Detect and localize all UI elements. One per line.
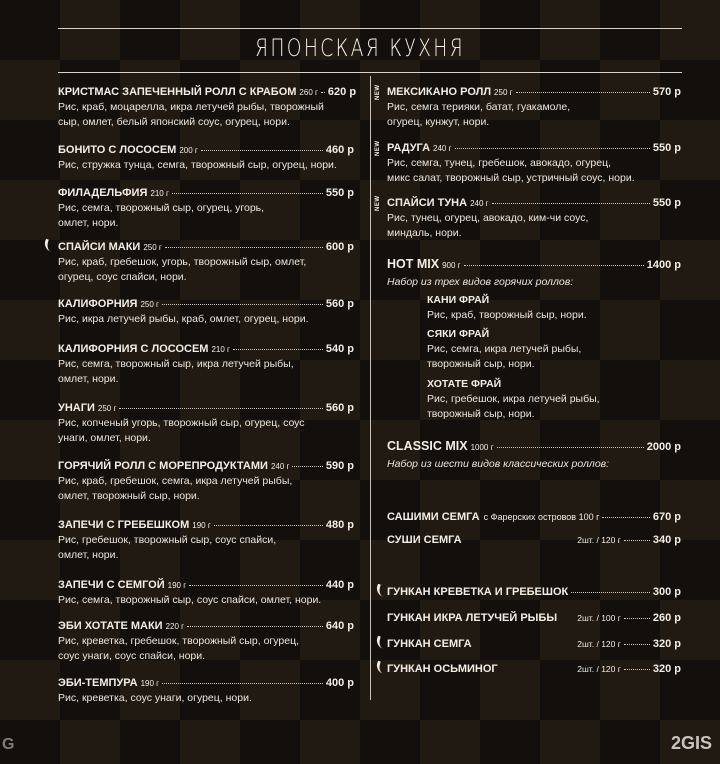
subitem-description: Рис, краб, творожный сыр, нори. bbox=[427, 309, 587, 321]
item-weight: 210 г bbox=[211, 345, 230, 354]
menu-item bbox=[387, 638, 681, 650]
item-weight: 250 г bbox=[494, 88, 513, 97]
subitem-name: КАНИ ФРАЙ bbox=[427, 294, 490, 306]
menu-item bbox=[58, 343, 354, 387]
item-name: ФИЛАДЕЛЬФИЯ bbox=[58, 187, 148, 199]
item-name: КАЛИФОРНИЯ bbox=[58, 298, 138, 310]
item-price: 560 р bbox=[325, 402, 354, 414]
menu-item bbox=[58, 86, 357, 130]
menu-item bbox=[58, 620, 354, 664]
item-description: Рис, семга терияки, батат, гуакамоле, огурец, кунжут, нори. bbox=[387, 101, 571, 128]
menu-item bbox=[58, 144, 354, 173]
item-extra: с Фарерских островов 100 г bbox=[483, 512, 600, 522]
item-name: РАДУГА bbox=[387, 142, 431, 154]
item-description: Рис, гребешок, творожный сыр, соус спайси, омлет, нори. bbox=[58, 534, 277, 561]
item-name: КАЛИФОРНИЯ С ЛОСОСЕМ bbox=[58, 343, 209, 355]
item-name: МЕКСИКАНО РОЛЛ bbox=[387, 86, 492, 98]
new-badge: NEW bbox=[375, 195, 381, 211]
item-price: 320 р bbox=[652, 638, 681, 650]
subitem-name: СЯКИ ФРАЙ bbox=[427, 328, 490, 340]
item-description: Рис, икра летучей рыбы, краб, омлет, огурец, нори. bbox=[58, 313, 309, 325]
item-description: Рис, креветка, соус унаги, огурец, нори. bbox=[58, 692, 252, 704]
item-description: Рис, семга, творожный сыр, икра летучей рыбы, омлет, нори. bbox=[58, 358, 294, 385]
new-badge: NEW bbox=[375, 140, 381, 156]
item-weight: 900 г bbox=[442, 261, 461, 270]
item-price: 540 р bbox=[325, 343, 354, 355]
item-price: 460 р bbox=[325, 144, 354, 156]
set-subitem bbox=[427, 328, 677, 372]
item-description: Рис, краб, гребешок, семга, икра летучей рыбы, омлет, творожный сыр, нори. bbox=[58, 475, 293, 502]
item-portion: 2шт. / 100 г bbox=[577, 613, 621, 623]
menu-item bbox=[387, 612, 681, 624]
set-subitem bbox=[427, 294, 677, 323]
item-price: 670 р bbox=[652, 511, 681, 523]
item-price: 560 р bbox=[325, 298, 354, 310]
item-price: 570 р bbox=[652, 86, 681, 98]
item-weight: 190 г bbox=[140, 679, 160, 688]
item-weight: 250 г bbox=[97, 404, 117, 413]
item-price: 590 р bbox=[325, 460, 354, 472]
item-description: Рис, тунец, огурец, авокадо, ким-чи соус, миндаль, нори. bbox=[387, 212, 589, 239]
item-weight: 210 г bbox=[150, 189, 169, 198]
item-weight: 260 г bbox=[299, 88, 318, 97]
set-note: Набор из трех видов горячих роллов: bbox=[387, 276, 574, 288]
item-description: Рис, копченый угорь, творожный сыр, огурец, соус унаги, омлет, нори. bbox=[58, 417, 305, 444]
item-name: СУШИ СЕМГА bbox=[387, 534, 462, 546]
menu-item bbox=[58, 187, 354, 231]
item-description: Рис, семга, творожный сыр, соус спайси, омлет, нори. bbox=[58, 594, 322, 606]
menu-item bbox=[387, 511, 681, 523]
item-description: Рис, краб, гребешок, угорь, творожный сыр, омлет, огурец, соус спайси, нори. bbox=[58, 256, 307, 283]
menu-item bbox=[387, 586, 681, 598]
item-weight: 190 г bbox=[167, 581, 187, 590]
subitem-description: Рис, гребешок, икра летучей рыбы, творожный сыр, нори. bbox=[427, 393, 600, 420]
corner-letter: G bbox=[2, 736, 15, 753]
item-description: Рис, креветка, гребешок, творожный сыр, огурец, соус унаги, соус спайси, нори. bbox=[58, 635, 300, 662]
menu-item bbox=[387, 197, 681, 241]
item-name: HOT MIX bbox=[387, 257, 440, 271]
page-title: ЯПОНСКАЯ КУХНЯ bbox=[254, 34, 466, 62]
item-name: ГУНКАН КРЕВЕТКА И ГРЕБЕШОК bbox=[387, 586, 569, 598]
item-name: ГОРЯЧИЙ РОЛЛ С МОРЕПРОДУКТАМИ bbox=[58, 460, 268, 472]
menu-item bbox=[58, 519, 354, 563]
item-name: ЗАПЕЧИ С СЕМГОЙ bbox=[58, 579, 165, 591]
new-badge: NEW bbox=[375, 84, 381, 100]
subitem-description: Рис, семга, икра летучей рыбы, творожный сыр, нори. bbox=[427, 343, 582, 370]
chili-pepper-icon bbox=[43, 239, 57, 253]
hot-mix-set bbox=[387, 257, 681, 288]
item-description: Рис, краб, моцарелла, икра летучей рыбы, творожный сыр, омлет, белый японский соус, огурец, нори. bbox=[58, 101, 324, 128]
item-price: 640 р bbox=[325, 620, 354, 632]
set-note: Набор из шести видов классических роллов: bbox=[387, 458, 610, 470]
item-price: 600 р bbox=[325, 241, 354, 253]
set-subitem bbox=[427, 378, 677, 422]
item-name: ГУНКАН ИКРА ЛЕТУЧЕЙ РЫБЫ bbox=[387, 612, 558, 624]
item-name: ГУНКАН ОСЬМИНОГ bbox=[387, 663, 498, 675]
classic-mix-set bbox=[387, 439, 681, 470]
item-name: БОНИТО С ЛОСОСЕМ bbox=[58, 144, 177, 156]
item-portion: 2шт. / 120 г bbox=[577, 639, 621, 649]
menu-item bbox=[387, 142, 681, 186]
item-portion: 2шт. / 120 г bbox=[577, 664, 621, 674]
item-weight: 220 г bbox=[165, 622, 185, 631]
item-price: 260 р bbox=[652, 612, 681, 624]
item-name: CLASSIC MIX bbox=[387, 439, 468, 453]
item-weight: 240 г bbox=[270, 462, 290, 471]
item-price: 620 р bbox=[327, 86, 357, 98]
item-weight: 190 г bbox=[192, 521, 211, 530]
item-price: 550 р bbox=[325, 187, 354, 199]
item-price: 400 р bbox=[325, 677, 354, 689]
title-rule bbox=[58, 72, 682, 73]
item-description: Рис, стружка тунца, семга, творожный сыр, огурец, нори. bbox=[58, 159, 337, 171]
item-description: Рис, семга, творожный сыр, огурец, угорь, омлет, нори. bbox=[58, 202, 265, 229]
item-name: САШИМИ СЕМГА bbox=[387, 511, 480, 523]
menu-item bbox=[58, 241, 354, 285]
menu-item bbox=[387, 534, 681, 546]
item-weight: 250 г bbox=[143, 243, 162, 252]
subitem-name: ХОТАТЕ ФРАЙ bbox=[427, 378, 502, 390]
top-rule bbox=[58, 28, 682, 29]
column-divider bbox=[370, 76, 371, 700]
menu-item bbox=[387, 86, 681, 130]
item-weight: 240 г bbox=[433, 144, 452, 153]
item-price: 480 р bbox=[325, 519, 354, 531]
item-price: 550 р bbox=[652, 197, 681, 209]
2gis-logo: 2GIS bbox=[670, 733, 712, 753]
item-name: ЭБИ ХОТАТЕ МАКИ bbox=[58, 620, 163, 632]
item-name: ЗАПЕЧИ С ГРЕБЕШКОМ bbox=[58, 519, 190, 531]
item-weight: 250 г bbox=[140, 300, 159, 309]
item-name: УНАГИ bbox=[58, 402, 95, 414]
item-name: СПАЙСИ ТУНА bbox=[387, 197, 468, 209]
item-price: 320 р bbox=[652, 663, 681, 675]
item-name: ГУНКАН СЕМГА bbox=[387, 638, 472, 650]
item-portion: 2шт. / 120 г bbox=[577, 535, 621, 545]
menu-item bbox=[58, 677, 354, 706]
menu-item bbox=[58, 402, 354, 446]
item-weight: 240 г bbox=[470, 199, 489, 208]
item-price: 440 р bbox=[325, 579, 354, 591]
item-price: 300 р bbox=[652, 586, 681, 598]
item-description: Рис, семга, тунец, гребешок, авокадо, огурец, микс салат, творожный сыр, устричный соус, нори. bbox=[387, 157, 635, 184]
item-price: 1400 р bbox=[646, 259, 681, 271]
menu-item bbox=[387, 663, 681, 675]
item-weight: 1000 г bbox=[470, 443, 494, 452]
item-price: 340 р bbox=[652, 534, 681, 546]
menu-item bbox=[58, 298, 354, 327]
item-name: КРИСТМАС ЗАПЕЧЕННЫЙ РОЛЛ С КРАБОМ bbox=[58, 86, 297, 98]
item-weight: 200 г bbox=[179, 146, 198, 155]
item-name: СПАЙСИ МАКИ bbox=[58, 241, 141, 253]
item-name: ЭБИ-ТЕМПУРА bbox=[58, 677, 138, 689]
menu-item bbox=[58, 579, 354, 608]
item-price: 2000 р bbox=[646, 441, 681, 453]
menu-item bbox=[58, 460, 354, 504]
item-price: 550 р bbox=[652, 142, 681, 154]
